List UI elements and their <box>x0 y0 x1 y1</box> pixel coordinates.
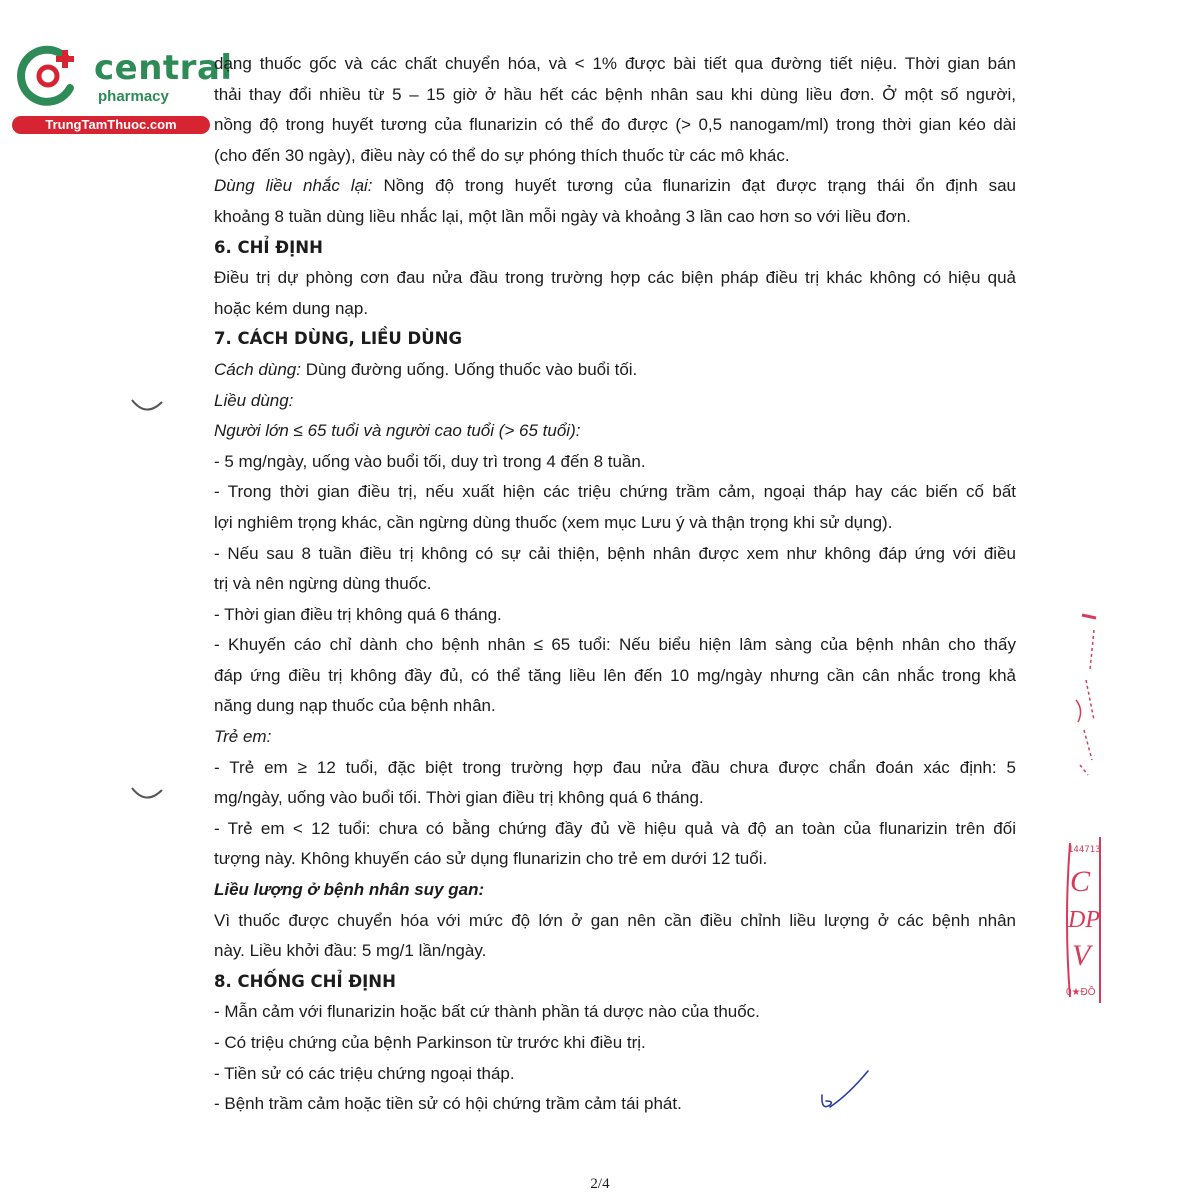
text-line: dạng thuốc gốc và các chất chuyển hóa, và < 1% được bài tiết qua đường tiết niệu. Thời gian bán <box>214 54 1016 73</box>
section-heading: 8. CHỐNG CHỈ ĐỊNH <box>214 971 396 991</box>
text-line: này. Liều khởi đầu: 5 mg/1 lần/ngày. <box>214 941 487 961</box>
text-line: - Tiền sử có các triệu chứng ngoại tháp. <box>214 1063 515 1083</box>
stamp-number: 144713 <box>1068 845 1101 855</box>
lead-label: Cách dùng: <box>214 359 301 379</box>
red-stamp-strip <box>1072 610 1100 780</box>
text-line <box>214 171 1016 202</box>
subheading: Liều lượng ở bệnh nhân suy gan: <box>214 880 485 900</box>
stamp-letter: DP <box>1068 907 1100 933</box>
text-line <box>214 355 1016 386</box>
page-number: 2/4 <box>590 1176 610 1192</box>
text-line: đáp ứng điều trị không đầy đủ, có thể tăng liều lên đến 10 mg/ngày nhưng cần cân nhắc trong khả <box>214 665 1016 685</box>
text-line: - 5 mg/ngày, uống vào buổi tối, duy trì trong 4 đến 8 tuần. <box>214 451 646 471</box>
text-line: - Mẫn cảm với flunarizin hoặc bất cứ thành phần tá dược nào của thuốc. <box>214 1002 760 1022</box>
text-line: - Nếu sau 8 tuần điều trị không có sự cải thiện, bệnh nhân được xem như không đáp ứng với điều <box>214 543 1016 563</box>
text-line: thải thay đổi nhiều từ 5 – 15 giờ ở hầu hết các bệnh nhân sau khi dùng liều đơn. Ở một số người, <box>214 84 1016 104</box>
central-pharmacy-logo <box>10 38 233 138</box>
pharmacy-c-logo-icon <box>12 40 84 112</box>
logo-subtitle: pharmacy <box>98 88 169 105</box>
line-text: Nồng độ trong huyết tương của flunarizin đạt được trạng thái ổn định sau <box>383 176 1016 196</box>
text-line: - Có triệu chứng của bệnh Parkinson từ trước khi điều trị. <box>214 1033 646 1052</box>
subheading: Liều dùng: <box>214 390 294 410</box>
text-line: hoặc kém dung nạp. <box>214 298 369 318</box>
document-body <box>214 49 1016 1120</box>
subheading: Người lớn ≤ 65 tuổi và người cao tuổi (> 65 tuổi): <box>214 421 581 441</box>
line-text: Dùng đường uống. Uống thuốc vào buổi tối. <box>305 359 638 379</box>
text-line: - Thời gian điều trị không quá 6 tháng. <box>214 604 502 624</box>
text-line: (cho đến 30 ngày), điều này có thể do sự phóng thích thuốc từ các mô khác. <box>214 145 790 165</box>
stamp-letter: V <box>1072 939 1091 972</box>
text-line: - Trẻ em < 12 tuổi: chưa có bằng chứng đầy đủ về hiệu quả và độ an toàn của flunarizin trên đối <box>214 818 1016 838</box>
punch-mark-icon <box>130 396 164 416</box>
section-heading: 7. CÁCH DÙNG, LIỀU DÙNG <box>214 329 463 349</box>
text-line: - Bệnh trầm cảm hoặc tiền sử có hội chứng trầm cảm tái phát. <box>214 1094 682 1114</box>
section-heading: 6. CHỈ ĐỊNH <box>214 237 323 257</box>
signature-icon <box>818 1065 874 1117</box>
text-line: trị và nên ngừng dùng thuốc. <box>214 574 432 594</box>
logo-wordmark: central <box>94 48 233 88</box>
text-line: khoảng 8 tuần dùng liều nhắc lại, một lần mỗi ngày và khoảng 3 lần cao hơn so với liều đơn. <box>214 206 911 226</box>
stamp-text: 0★ĐỒ <box>1066 987 1096 998</box>
text-line: - Trong thời gian điều trị, nếu xuất hiện các triệu chứng trầm cảm, ngoại tháp hay các biến cố bất <box>214 482 1016 502</box>
subheading: Trẻ em: <box>214 727 272 747</box>
text-line: Điều trị dự phòng cơn đau nửa đầu trong trường hợp các biện pháp điều trị khác không có hiệu quả <box>214 268 1016 288</box>
text-line: - Trẻ em ≥ 12 tuổi, đặc biệt trong trường hợp đau nửa đầu chưa được chẩn đoán xác định: 5 <box>214 757 1016 777</box>
logo-website-banner: TrungTamThuoc.com <box>12 116 210 134</box>
stamp-letter: C <box>1070 865 1091 898</box>
text-line: lợi nghiêm trọng khác, cần ngừng dùng thuốc (xem mục Lưu ý và thận trọng khi sử dụng). <box>214 512 893 532</box>
red-circular-stamp <box>1062 835 1102 1005</box>
text-line: tượng này. Không khuyến cáo sử dụng flunarizin cho trẻ em dưới 12 tuổi. <box>214 849 768 869</box>
text-line: nồng độ trong huyết tương của flunarizin có thể đo được (> 0,5 nanogam/ml) trong thời gian kéo dài <box>214 115 1016 135</box>
lead-label: Dùng liều nhắc lại: <box>214 176 373 196</box>
text-line: mg/ngày, uống vào buổi tối. Thời gian điều trị không quá 6 tháng. <box>214 788 704 808</box>
text-line: - Khuyến cáo chỉ dành cho bệnh nhân ≤ 65 tuổi: Nếu biểu hiện lâm sàng của bệnh nhân cho thấy <box>214 635 1016 655</box>
text-line: Vì thuốc được chuyển hóa với mức độ lớn ở gan nên cần điều chỉnh liều lượng ở các bệnh nhân <box>214 910 1016 930</box>
punch-mark-icon <box>130 784 164 804</box>
text-line: năng dung nạp thuốc của bệnh nhân. <box>214 696 496 716</box>
